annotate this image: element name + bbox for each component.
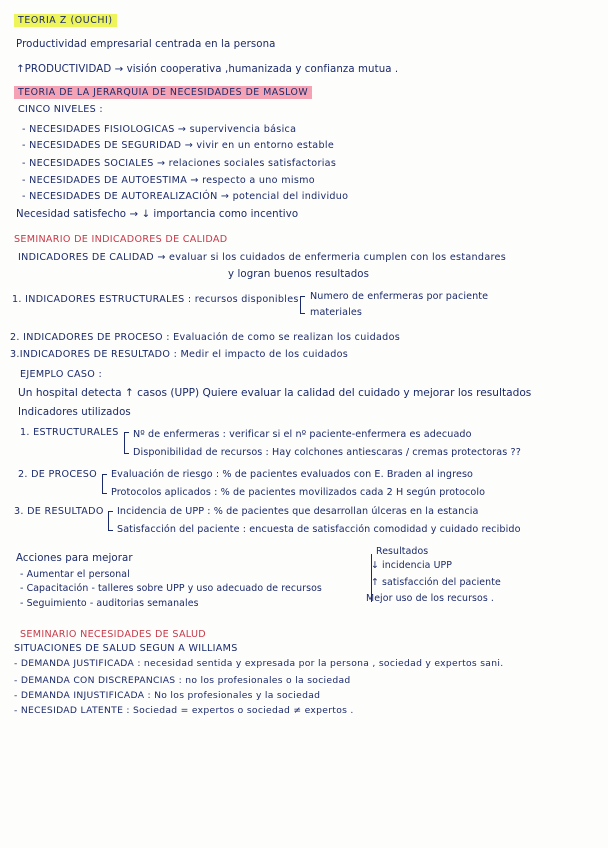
brace-estructurales: [124, 432, 125, 454]
c-resultado: 3. DE RESULTADO: [14, 506, 104, 517]
resultados-title: Resultados: [376, 546, 429, 557]
list-item: - DEMANDA INJUSTIFICADA : No los profesionales y la sociedad: [14, 690, 321, 701]
resultado-item: ↓ incidencia UPP: [371, 560, 453, 571]
recurso-item: Numero de enfermeras por paciente: [310, 291, 489, 302]
c-proceso-item: Protocolos aplicados : % de pacientes movilizados cada 2 H según protocolo: [111, 487, 486, 498]
list-item: - NECESIDADES DE AUTOESTIMA → respecto a uno mismo: [22, 175, 315, 186]
section4-intro: SITUACIONES DE SALUD SEGUN A WILLIAMS: [14, 643, 238, 654]
proceso-line: 2. INDICADORES DE PROCESO : Evaluación de como se realizan los cuidados: [10, 332, 401, 343]
indicadores-utilizados: Indicadores utilizados: [18, 407, 131, 418]
brace-proceso: [102, 474, 103, 494]
section2-title: [14, 86, 312, 99]
section1-title: [14, 14, 117, 27]
accion-item: - Aumentar el personal: [20, 569, 130, 580]
list-item: - NECESIDADES DE SEGURIDAD → vivir en un entorno estable: [22, 140, 335, 151]
section2-closing: Necesidad satisfecho → ↓ importancia como incentivo: [16, 209, 299, 220]
c-estructurales-item: Nº de enfermeras : verificar si el nº paciente-enfermera es adecuado: [133, 429, 472, 440]
caso-line: Un hospital detecta ↑ casos (UPP) Quiere evaluar la calidad del cuidado y mejorar los resultados: [18, 387, 532, 399]
brace-recursos: [300, 296, 301, 314]
c-resultado-item: Incidencia de UPP : % de pacientes que desarrollan úlceras en la estancia: [117, 506, 479, 517]
brace-resultado: [108, 511, 109, 531]
section3-title: SEMINARIO DE INDICADORES DE CALIDAD: [14, 234, 228, 245]
recurso-item: materiales: [310, 307, 362, 318]
section1-line1: Productividad empresarial centrada en la persona: [16, 39, 276, 50]
highlight-yellow: TEORIA Z (OUCHI): [14, 14, 117, 27]
resultado-item: Mejor uso de los recursos .: [366, 593, 495, 604]
ejemplo-caso: EJEMPLO CASO :: [20, 369, 103, 380]
estructurales-line: 1. INDICADORES ESTRUCTURALES : recursos disponibles: [12, 294, 299, 305]
list-item: - NECESIDAD LATENTE : Sociedad = expertos o sociedad ≠ expertos .: [14, 705, 354, 716]
definition-line1: INDICADORES DE CALIDAD → evaluar si los cuidados de enfermeria cumplen con los estandares: [18, 252, 507, 263]
c-proceso: 2. DE PROCESO: [18, 469, 98, 480]
section2-intro: CINCO NIVELES :: [18, 104, 103, 115]
definition-line2: y logran buenos resultados: [228, 269, 370, 280]
list-item: - NECESIDADES FISIOLOGICAS → supervivencia básica: [22, 124, 297, 135]
list-item: - DEMANDA JUSTIFICADA : necesidad sentida y expresada por la persona , sociedad y expertos sani.: [14, 658, 504, 669]
list-item: - NECESIDADES DE AUTOREALIZACIÓN → potencial del individuo: [22, 191, 349, 202]
highlight-pink: TEORIA DE LA JERARQUIA DE NECESIDADES DE MASLOW: [14, 86, 312, 99]
c-estructurales: 1. ESTRUCTURALES: [20, 427, 119, 438]
c-proceso-item: Evaluación de riesgo : % de pacientes evaluados con E. Braden al ingreso: [111, 469, 474, 480]
resultado-item: ↑ satisfacción del paciente: [371, 577, 501, 588]
resultado-line: 3.INDICADORES DE RESULTADO : Medir el impacto de los cuidados: [10, 349, 349, 360]
acciones-title: Acciones para mejorar: [16, 553, 133, 564]
list-item: - NECESIDADES SOCIALES → relaciones sociales satisfactorias: [22, 158, 337, 169]
accion-item: - Seguimiento - auditorias semanales: [20, 598, 199, 609]
accion-item: - Capacitación - talleres sobre UPP y uso adecuado de recursos: [20, 583, 322, 594]
section1-line2: ↑PRODUCTIVIDAD → visión cooperativa ,humanizada y confianza mutua .: [16, 64, 399, 75]
section4-title: SEMINARIO NECESIDADES DE SALUD: [20, 629, 206, 640]
c-resultado-item: Satisfacción del paciente : encuesta de satisfacción comodidad y cuidado recibido: [117, 524, 521, 535]
c-estructurales-item: Disponibilidad de recursos : Hay colchones antiescaras / cremas protectoras ??: [133, 447, 521, 458]
list-item: - DEMANDA CON DISCREPANCIAS : no los profesionales o la sociedad: [14, 675, 351, 686]
